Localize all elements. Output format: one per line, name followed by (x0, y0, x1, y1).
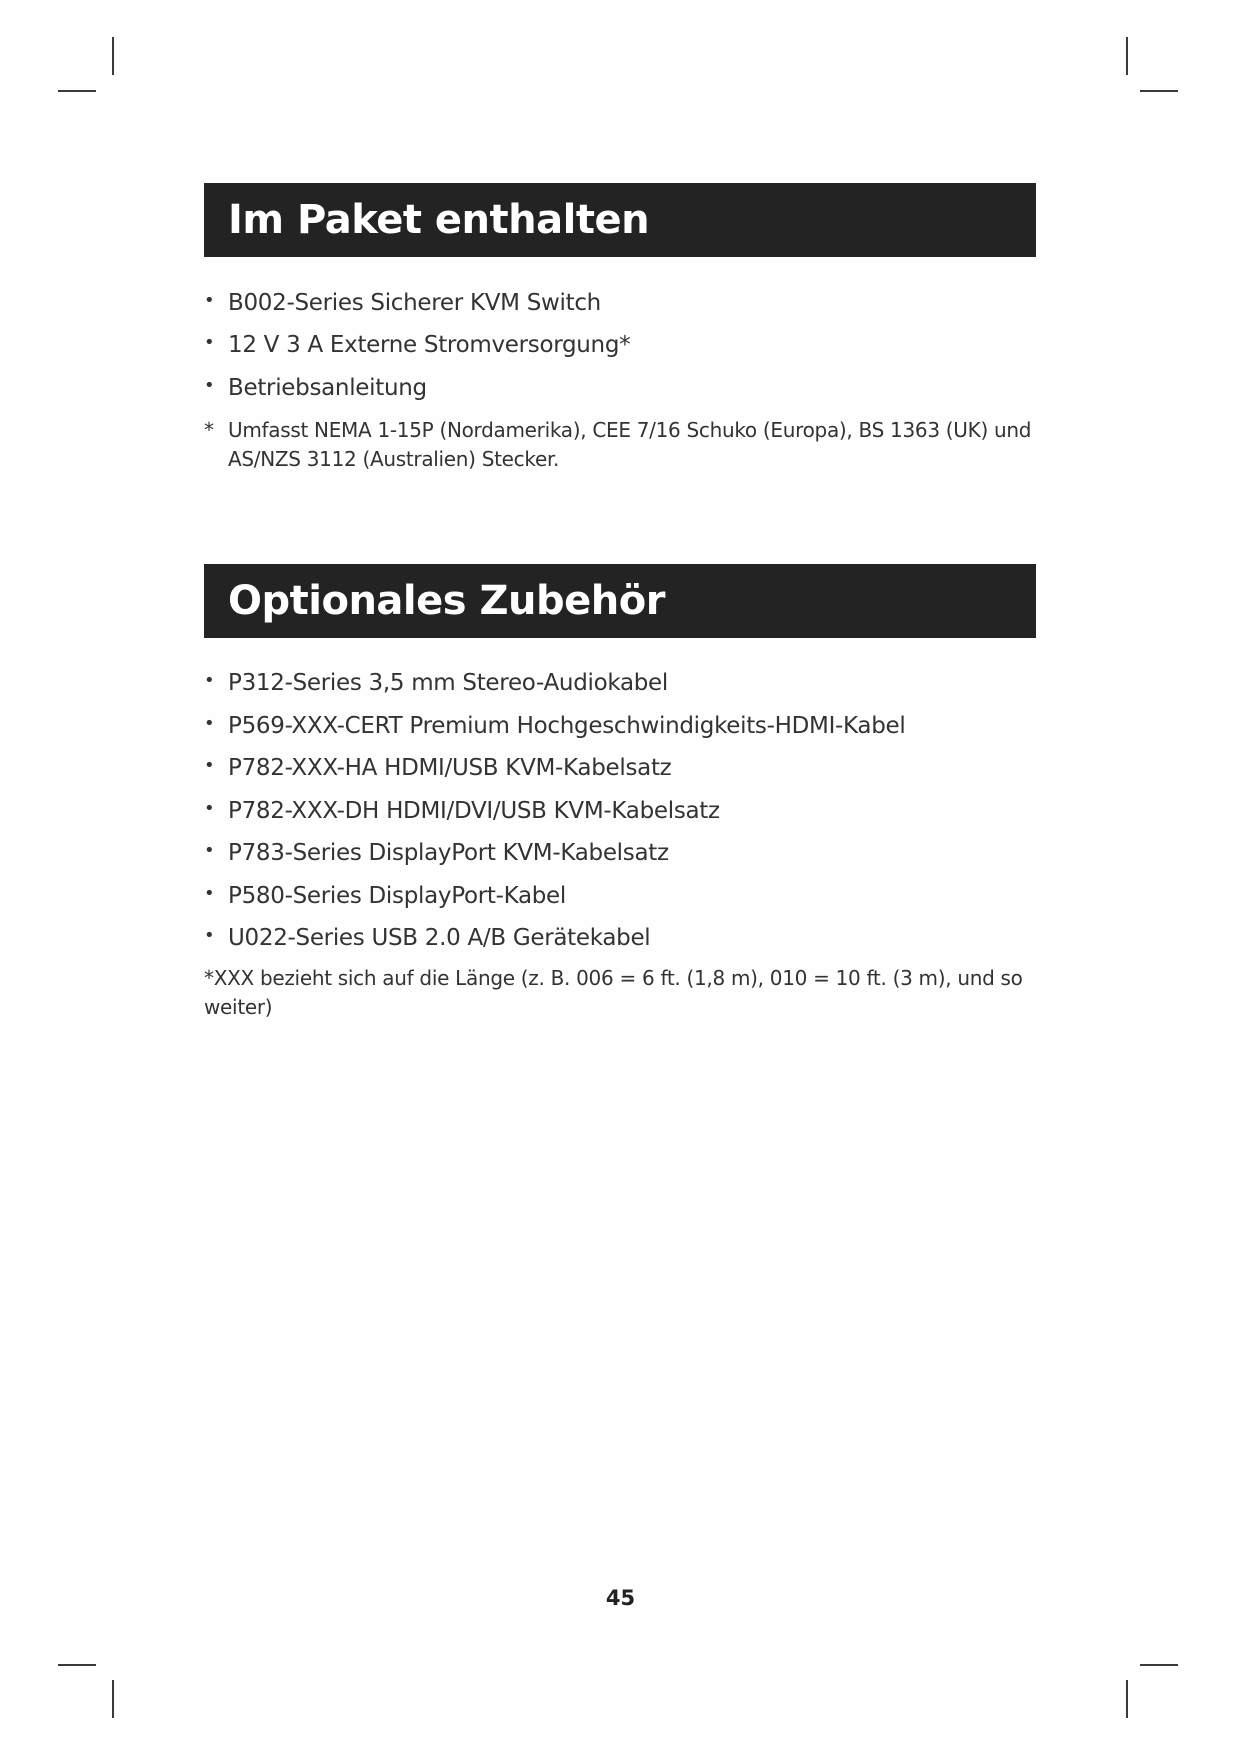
footnote-text: Umfasst NEMA 1-15P (Nordamerika), CEE 7/16 Schuko (Europa), BS 1363 (UK) und AS/NZS 3112 (Australien) Stecker. (228, 418, 1032, 471)
bullet-icon: • (204, 290, 215, 311)
bullet-icon: • (204, 840, 215, 861)
optional-accessories-list (204, 670, 1044, 967)
list-item-text: 12 V 3 A Externe Stromversorgung* (228, 332, 631, 358)
section-header-optional-accessories (204, 564, 1036, 638)
list-item (204, 290, 1044, 332)
bullet-icon: • (204, 883, 215, 904)
crop-mark (1140, 90, 1178, 92)
section-header-package-contents (204, 183, 1036, 257)
list-item (204, 670, 1044, 713)
list-item-text: P782-XXX-DH HDMI/DVI/USB KVM-Kabelsatz (228, 798, 720, 824)
list-item-text: U022-Series USB 2.0 A/B Gerätekabel (228, 925, 651, 951)
section-title: Optionales Zubehör (228, 578, 665, 624)
list-item (204, 375, 1044, 417)
crop-mark (1126, 1680, 1128, 1718)
section-title: Im Paket enthalten (228, 197, 650, 243)
crop-mark (1140, 1664, 1178, 1666)
list-item (204, 840, 1044, 883)
optional-accessories-footnote (204, 964, 1034, 1022)
list-item (204, 713, 1044, 755)
list-item-text: P312-Series 3,5 mm Stereo-Audiokabel (228, 670, 669, 696)
list-item-text: P783-Series DisplayPort KVM-Kabelsatz (228, 840, 669, 866)
list-item-text: Betriebsanleitung (228, 375, 427, 401)
footnote-text: *XXX bezieht sich auf die Länge (z. B. 006 = 6 ft. (1,8 m), 010 = 10 ft. (3 m), und so weiter) (204, 966, 1023, 1019)
crop-mark (58, 90, 96, 92)
list-item-text: P569-XXX-CERT Premium Hochgeschwindigkeits-HDMI-Kabel (228, 713, 906, 739)
list-item-text: P782-XXX-HA HDMI/USB KVM-Kabelsatz (228, 755, 672, 781)
crop-mark (58, 1664, 96, 1666)
page-number: 45 (605, 1586, 636, 1610)
bullet-icon: • (204, 925, 215, 946)
bullet-icon: • (204, 713, 215, 734)
crop-mark (112, 1680, 114, 1718)
package-contents-footnote (204, 416, 1044, 474)
list-item (204, 925, 1044, 967)
list-item (204, 332, 1044, 375)
list-item (204, 798, 1044, 840)
list-item-text: P580-Series DisplayPort-Kabel (228, 883, 566, 909)
crop-mark (112, 37, 114, 75)
list-item-text: B002-Series Sicherer KVM Switch (228, 290, 601, 316)
list-item (204, 883, 1044, 925)
bullet-icon: • (204, 755, 215, 776)
bullet-icon: • (204, 670, 215, 691)
crop-mark (1126, 37, 1128, 75)
bullet-icon: • (204, 798, 215, 819)
bullet-icon: • (204, 375, 215, 396)
bullet-icon: • (204, 332, 215, 353)
footnote-marker: * (204, 418, 214, 442)
package-contents-list (204, 290, 1044, 417)
list-item (204, 755, 1044, 798)
